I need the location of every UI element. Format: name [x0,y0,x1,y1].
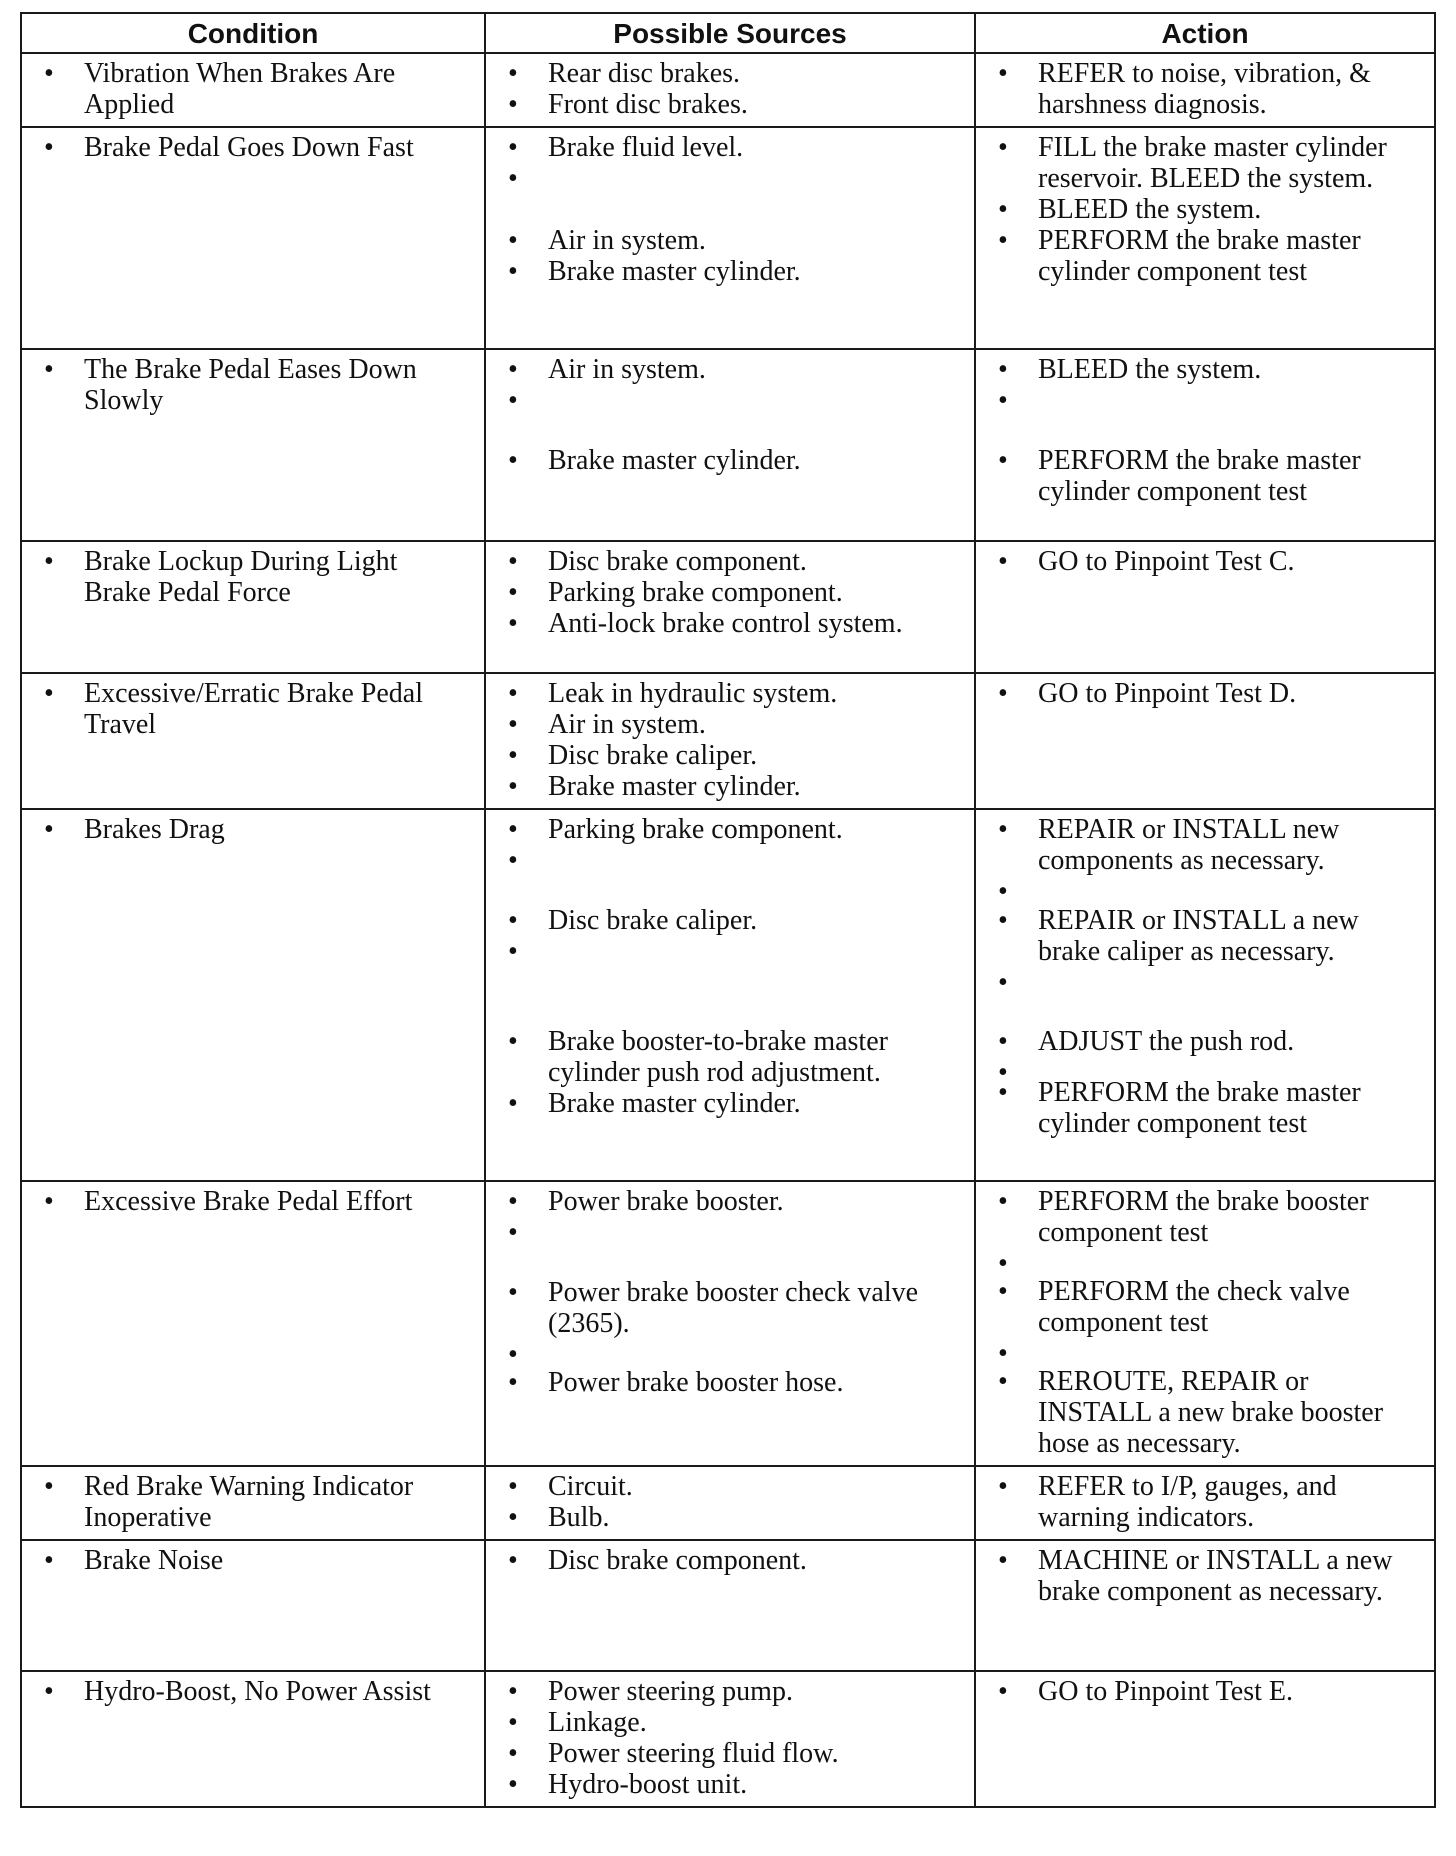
source-item: • Leak in hydraulic system. [500,678,960,709]
source-item: • Brake master cylinder. [500,771,960,802]
condition-text: • Excessive/Erratic Brake Pedal Travel [36,678,470,740]
condition-text: • Red Brake Warning Indicator Inoperative [36,1471,470,1533]
source-item: • Power steering pump. [500,1676,960,1707]
source-item: • Front disc brakes. [500,89,960,120]
source-item: • Anti-lock brake control system. [500,608,960,639]
sources-cell [485,1466,975,1540]
action-item: • FILL the brake master cylinder reservoir. BLEED the system. [990,132,1420,194]
sources-cell [485,349,975,541]
action-cell [975,127,1435,349]
action-item: • PERFORM the brake master cylinder component test [990,445,1420,507]
table-row [21,1181,1435,1466]
action-item: • MACHINE or INSTALL a new brake component as necessary. [990,1545,1420,1607]
condition-text: • Vibration When Brakes Are Applied [36,58,470,120]
table-row [21,1466,1435,1540]
source-item: • Disc brake component. [500,1545,960,1576]
sources-cell [485,1540,975,1671]
source-item: • Brake master cylinder. [500,445,960,476]
source-item: • Brake master cylinder. [500,256,960,287]
table-row [21,809,1435,1181]
source-item: • Disc brake caliper. [500,740,960,771]
action-item: • PERFORM the brake master cylinder component test [990,225,1420,287]
sources-cell [485,127,975,349]
action-item: • REPAIR or INSTALL new components as necessary. [990,814,1420,876]
condition-text: • Excessive Brake Pedal Effort [36,1186,470,1217]
source-item: • Disc brake component. [500,546,960,577]
condition-cell [21,541,485,673]
source-item: • Brake master cylinder. [500,1088,960,1119]
source-item: • Linkage. [500,1707,960,1738]
condition-cell [21,809,485,1181]
action-cell [975,1540,1435,1671]
action-item: • REROUTE, REPAIR or INSTALL a new brake booster hose as necessary. [990,1366,1420,1459]
action-cell [975,53,1435,127]
action-item: • REPAIR or INSTALL a new brake caliper as necessary. [990,905,1420,967]
sources-cell [485,673,975,809]
action-cell [975,1181,1435,1466]
condition-cell [21,127,485,349]
action-cell [975,809,1435,1181]
sources-cell [485,541,975,673]
table-row [21,127,1435,349]
source-item: • Air in system. [500,354,960,385]
condition-cell [21,1466,485,1540]
condition-cell [21,349,485,541]
condition-text: • Brake Pedal Goes Down Fast [36,132,470,163]
source-item: • Disc brake caliper. [500,905,960,936]
condition-cell [21,1181,485,1466]
action-item: • PERFORM the check valve component test [990,1276,1420,1338]
source-item: • Power brake booster. [500,1186,960,1217]
sources-cell [485,1181,975,1466]
source-item: • Power brake booster check valve (2365). [500,1277,960,1339]
header-condition: Condition [21,13,485,53]
action-item: • REFER to I/P, gauges, and warning indicators. [990,1471,1420,1533]
action-cell [975,1671,1435,1807]
diagnosis-table [20,12,1436,1808]
sources-cell [485,1671,975,1807]
action-item: • GO to Pinpoint Test D. [990,678,1420,709]
condition-text: • Hydro-Boost, No Power Assist [36,1676,470,1707]
condition-text: • Brakes Drag [36,814,470,845]
action-item: • PERFORM the brake booster component test [990,1186,1420,1248]
condition-cell [21,673,485,809]
source-item: • Parking brake component. [500,814,960,845]
source-item: • Parking brake component. [500,577,960,608]
action-cell [975,1466,1435,1540]
table-row [21,1540,1435,1671]
source-item: • Power brake booster hose. [500,1367,960,1398]
source-item: • Power steering fluid flow. [500,1738,960,1769]
table-row [21,349,1435,541]
condition-cell [21,53,485,127]
action-cell [975,673,1435,809]
source-item: • Circuit. [500,1471,960,1502]
sources-cell [485,809,975,1181]
source-item: • Air in system. [500,225,960,256]
header-possible-sources: Possible Sources [485,13,975,53]
action-item: • ADJUST the push rod. [990,1026,1420,1057]
header-row [21,13,1435,53]
table-row [21,541,1435,673]
source-item: • Air in system. [500,709,960,740]
action-item: • PERFORM the brake master cylinder component test [990,1077,1420,1139]
table-row [21,1671,1435,1807]
action-cell [975,349,1435,541]
sources-cell [485,53,975,127]
source-item: • Brake fluid level. [500,132,960,163]
condition-text: • Brake Lockup During Light Brake Pedal Force [36,546,470,608]
action-item: • REFER to noise, vibration, & harshness diagnosis. [990,58,1420,120]
source-item: • Brake booster-to-brake master cylinder push rod adjustment. [500,1026,960,1088]
action-item: • BLEED the system. [990,354,1420,385]
action-item: • GO to Pinpoint Test E. [990,1676,1420,1707]
source-item: • Bulb. [500,1502,960,1533]
header-action: Action [975,13,1435,53]
condition-cell [21,1540,485,1671]
source-item: • Hydro-boost unit. [500,1769,960,1800]
action-item: • BLEED the system. [990,194,1420,225]
condition-text: • Brake Noise [36,1545,470,1576]
action-cell [975,541,1435,673]
condition-text: • The Brake Pedal Eases Down Slowly [36,354,470,416]
condition-cell [21,1671,485,1807]
action-item: • GO to Pinpoint Test C. [990,546,1420,577]
table-row [21,673,1435,809]
source-item: • Rear disc brakes. [500,58,960,89]
table-row [21,53,1435,127]
